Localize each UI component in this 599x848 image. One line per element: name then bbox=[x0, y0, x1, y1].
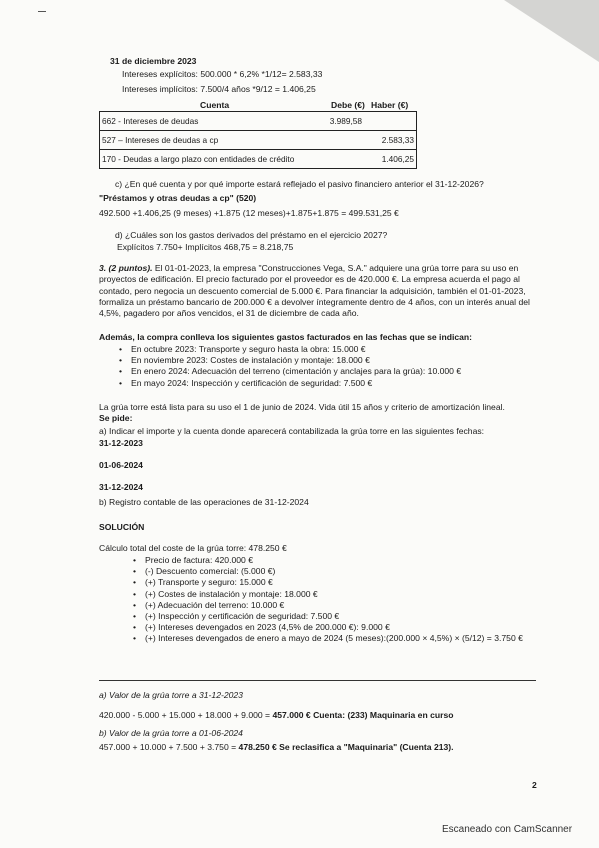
divider bbox=[99, 680, 536, 681]
exercise-3-statement bbox=[99, 263, 539, 319]
page-number: 2 bbox=[532, 780, 537, 790]
list-item: • En mayo 2024: Inspección y certificación de seguridad: 7.500 € bbox=[131, 378, 461, 389]
implicit-interest-line: Intereses implícitos: 7.500/4 años *9/12 = 1.406,25 bbox=[122, 84, 316, 94]
costs-list bbox=[117, 344, 461, 389]
answer-a-line bbox=[99, 710, 453, 721]
answer-a-calc: 420.000 - 5.000 + 15.000 + 18.000 + 9.000 = bbox=[99, 710, 273, 720]
date-3: 31-12-2024 bbox=[99, 482, 143, 492]
answer-b-calc: 457.000 + 10.000 + 7.500 + 3.750 = bbox=[99, 742, 239, 752]
table-row bbox=[100, 112, 417, 131]
part-b: b) Registro contable de las operaciones de 31-12-2024 bbox=[99, 497, 309, 507]
ledger-account: 662 - Intereses de deudas bbox=[100, 112, 317, 131]
answer-b-result: 478.250 € Se reclasifica a "Maquinaria" (Cuenta 213). bbox=[238, 742, 454, 752]
solution-total: Cálculo total del coste de la grúa torre: 478.250 € bbox=[99, 543, 287, 553]
list-item: • En enero 2024: Adecuación del terreno (cimentación y anclajes para la grúa): 10.000 € bbox=[131, 366, 461, 377]
ledger-table bbox=[99, 111, 417, 169]
ledger-haber: 2.583,33 bbox=[364, 131, 417, 150]
answer-c-title: "Préstamos y otras deudas a cp" (520) bbox=[99, 193, 257, 203]
answer-b-line bbox=[99, 742, 454, 753]
answer-c-calc: 492.500 +1.406,25 (9 meses) +1.875 (12 meses)+1.875+1.875 = 499.531,25 € bbox=[99, 208, 399, 218]
ledger-debe bbox=[316, 131, 364, 150]
list-item: • En noviembre 2023: Costes de instalación y montaje: 18.000 € bbox=[131, 355, 461, 366]
date-1: 31-12-2023 bbox=[99, 438, 143, 448]
list-item: • En octubre 2023: Transporte y seguro hasta la obra: 15.000 € bbox=[131, 344, 461, 355]
list-item: • (+) Intereses devengados en 2023 (4,5% de 200.000 €): 9.000 € bbox=[145, 622, 523, 633]
ledger-haber bbox=[364, 112, 417, 131]
scan-mark bbox=[38, 11, 46, 12]
costs-intro: Además, la compra conlleva los siguientes gastos facturados en las fechas que se indican: bbox=[99, 332, 473, 342]
answer-b-title: b) Valor de la grúa torre a 01-06-2024 bbox=[99, 728, 243, 738]
table-row bbox=[100, 131, 417, 150]
answer-a-title: a) Valor de la grúa torre a 31-12-2023 bbox=[99, 690, 243, 700]
part-a: a) Indicar el importe y la cuenta donde aparecerá contabilizada la grúa torre en las siguientes fechas: bbox=[99, 426, 485, 436]
date-2: 01-06-2024 bbox=[99, 460, 143, 470]
answer-d: Explícitos 7.750+ Implícitos 468,75 = 8.218,75 bbox=[117, 242, 294, 252]
question-d: d) ¿Cuáles son los gastos derivados del préstamo en el ejercicio 2027? bbox=[115, 230, 388, 240]
solution-title: SOLUCIÓN bbox=[99, 522, 145, 532]
explicit-interest-line: Intereses explícitos: 500.000 * 6,2% *1/12= 2.583,33 bbox=[122, 69, 323, 79]
ledger-account: 527 – Intereses de deudas a cp bbox=[100, 131, 317, 150]
list-item: • (-) Descuento comercial: (5.000 €) bbox=[145, 566, 523, 577]
exercise-intro: El 01-01-2023, la empresa "Construcciones Vega, S.A." adquiere una grúa torre para su uso en proyectos de edificación. El precio facturado por el proveedor es de 420.000 €. La empresa acuerda el pago al contado, pero negocia un descuento comercial de 5.000 €. Para financiar la adquisición, también el 01-01-2023, formaliza un préstamo bancario de 200.000 € a devolver íntegramente dentro de 4 años, con un interés anual del 4,5%, pagadero por años vencidos, el 31 de diciembre de cada año. bbox=[99, 263, 530, 319]
answer-a-result: 457.000 € Cuenta: (233) Maquinaria en curso bbox=[272, 710, 454, 720]
list-item: • (+) Adecuación del terreno: 10.000 € bbox=[145, 600, 523, 611]
ready-date-line: La grúa torre está lista para su uso el 1 de junio de 2024. Vida útil 15 años y criterio de amortización lineal. bbox=[99, 402, 505, 412]
ledger-haber: 1.406,25 bbox=[364, 150, 417, 169]
list-item: • (+) Transporte y seguro: 15.000 € bbox=[145, 577, 523, 588]
solution-items bbox=[131, 555, 523, 645]
ledger-account: 170 - Deudas a largo plazo con entidades de crédito bbox=[100, 150, 317, 169]
list-item: • (+) Costes de instalación y montaje: 18.000 € bbox=[145, 589, 523, 600]
ledger-debe: 3.989,58 bbox=[316, 112, 364, 131]
page-corner-shadow bbox=[504, 0, 599, 62]
list-item: • (+) Intereses devengados de enero a mayo de 2024 (5 meses):(200.000 × 4,5%) × (5/12) = 3.750 € bbox=[145, 633, 523, 644]
ledger-header-debe: Debe (€) bbox=[331, 100, 365, 110]
question-c: c) ¿En qué cuenta y por qué importe estará reflejado el pasivo financiero anterior el 31-12-2026? bbox=[115, 179, 484, 189]
se-pide: Se pide: bbox=[99, 413, 133, 423]
section-date: 31 de diciembre 2023 bbox=[110, 56, 197, 66]
camscanner-watermark: Escaneado con CamScanner bbox=[442, 824, 573, 835]
ledger-debe bbox=[316, 150, 364, 169]
exercise-label: 3. (2 puntos). bbox=[99, 263, 153, 273]
ledger-header-account: Cuenta bbox=[200, 100, 230, 110]
list-item: • (+) Inspección y certificación de seguridad: 7.500 € bbox=[145, 611, 523, 622]
list-item: • Precio de factura: 420.000 € bbox=[145, 555, 523, 566]
ledger-header-haber: Haber (€) bbox=[371, 100, 409, 110]
table-row bbox=[100, 150, 417, 169]
